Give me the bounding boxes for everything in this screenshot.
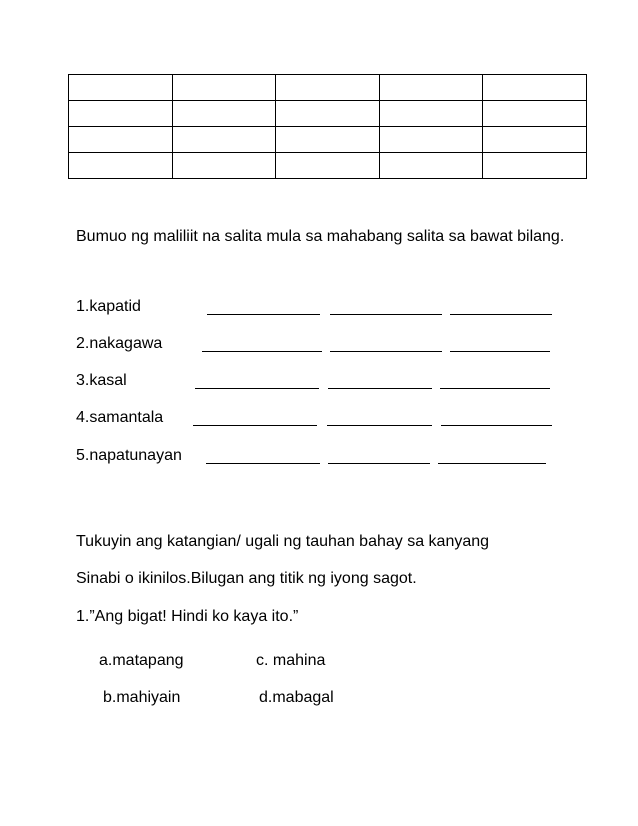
answer-blank xyxy=(441,425,552,426)
answer-blank xyxy=(450,314,552,315)
answer-blank xyxy=(438,463,546,464)
item-row-2 xyxy=(76,334,566,354)
table-cell xyxy=(379,101,483,127)
item-row-1 xyxy=(76,297,566,317)
table-cell xyxy=(172,127,276,153)
table-cell xyxy=(379,75,483,101)
table-cell xyxy=(172,75,276,101)
item-label: 5.napatunayan xyxy=(76,447,182,464)
table-cell xyxy=(379,127,483,153)
blank-table xyxy=(68,74,587,179)
table-cell xyxy=(172,101,276,127)
table-cell xyxy=(69,127,173,153)
table-cell xyxy=(276,127,380,153)
answer-blank xyxy=(330,351,442,352)
answer-blank xyxy=(327,425,432,426)
answer-blank xyxy=(202,351,322,352)
answer-blank xyxy=(328,388,432,389)
table-row xyxy=(69,153,587,179)
table-cell xyxy=(69,153,173,179)
table-cell xyxy=(276,75,380,101)
answer-blank xyxy=(330,314,442,315)
choice-d: d.mabagal xyxy=(259,689,334,706)
answer-blank xyxy=(328,463,430,464)
item-label: 3.kasal xyxy=(76,372,127,389)
table-row xyxy=(69,101,587,127)
answer-blank xyxy=(207,314,320,315)
table-cell xyxy=(483,127,587,153)
choice-c: c. mahina xyxy=(256,652,326,669)
item-row-3 xyxy=(76,371,566,391)
answer-blank xyxy=(206,463,320,464)
section2-instruction-line1: Tukuyin ang katangian/ ugali ng tauhan bahay sa kanyang xyxy=(76,533,490,550)
table-cell xyxy=(69,101,173,127)
item-label: 1.kapatid xyxy=(76,298,141,315)
item-row-4 xyxy=(76,408,566,428)
answer-blank xyxy=(195,388,319,389)
section1-instruction: Bumuo ng maliliit na salita mula sa mahabang salita sa bawat bilang. xyxy=(76,228,565,245)
item-label: 4.samantala xyxy=(76,409,164,426)
choice-a: a.matapang xyxy=(99,652,184,669)
table-cell xyxy=(172,153,276,179)
answer-blank xyxy=(450,351,550,352)
table-cell xyxy=(483,101,587,127)
table-cell xyxy=(379,153,483,179)
question-1: 1.”Ang bigat! Hindi ko kaya ito.” xyxy=(76,608,299,625)
item-label: 2.nakagawa xyxy=(76,335,163,352)
table-row xyxy=(69,127,587,153)
answer-blank xyxy=(440,388,550,389)
table-cell xyxy=(276,101,380,127)
item-row-5 xyxy=(76,446,566,466)
table-cell xyxy=(69,75,173,101)
section2-instruction-line2: Sinabi o ikinilos.Bilugan ang titik ng iyong sagot. xyxy=(76,570,417,587)
table-cell xyxy=(483,153,587,179)
answer-blank xyxy=(193,425,317,426)
table-cell xyxy=(483,75,587,101)
table-cell xyxy=(276,153,380,179)
choice-b: b.mahiyain xyxy=(103,689,181,706)
table-row xyxy=(69,75,587,101)
